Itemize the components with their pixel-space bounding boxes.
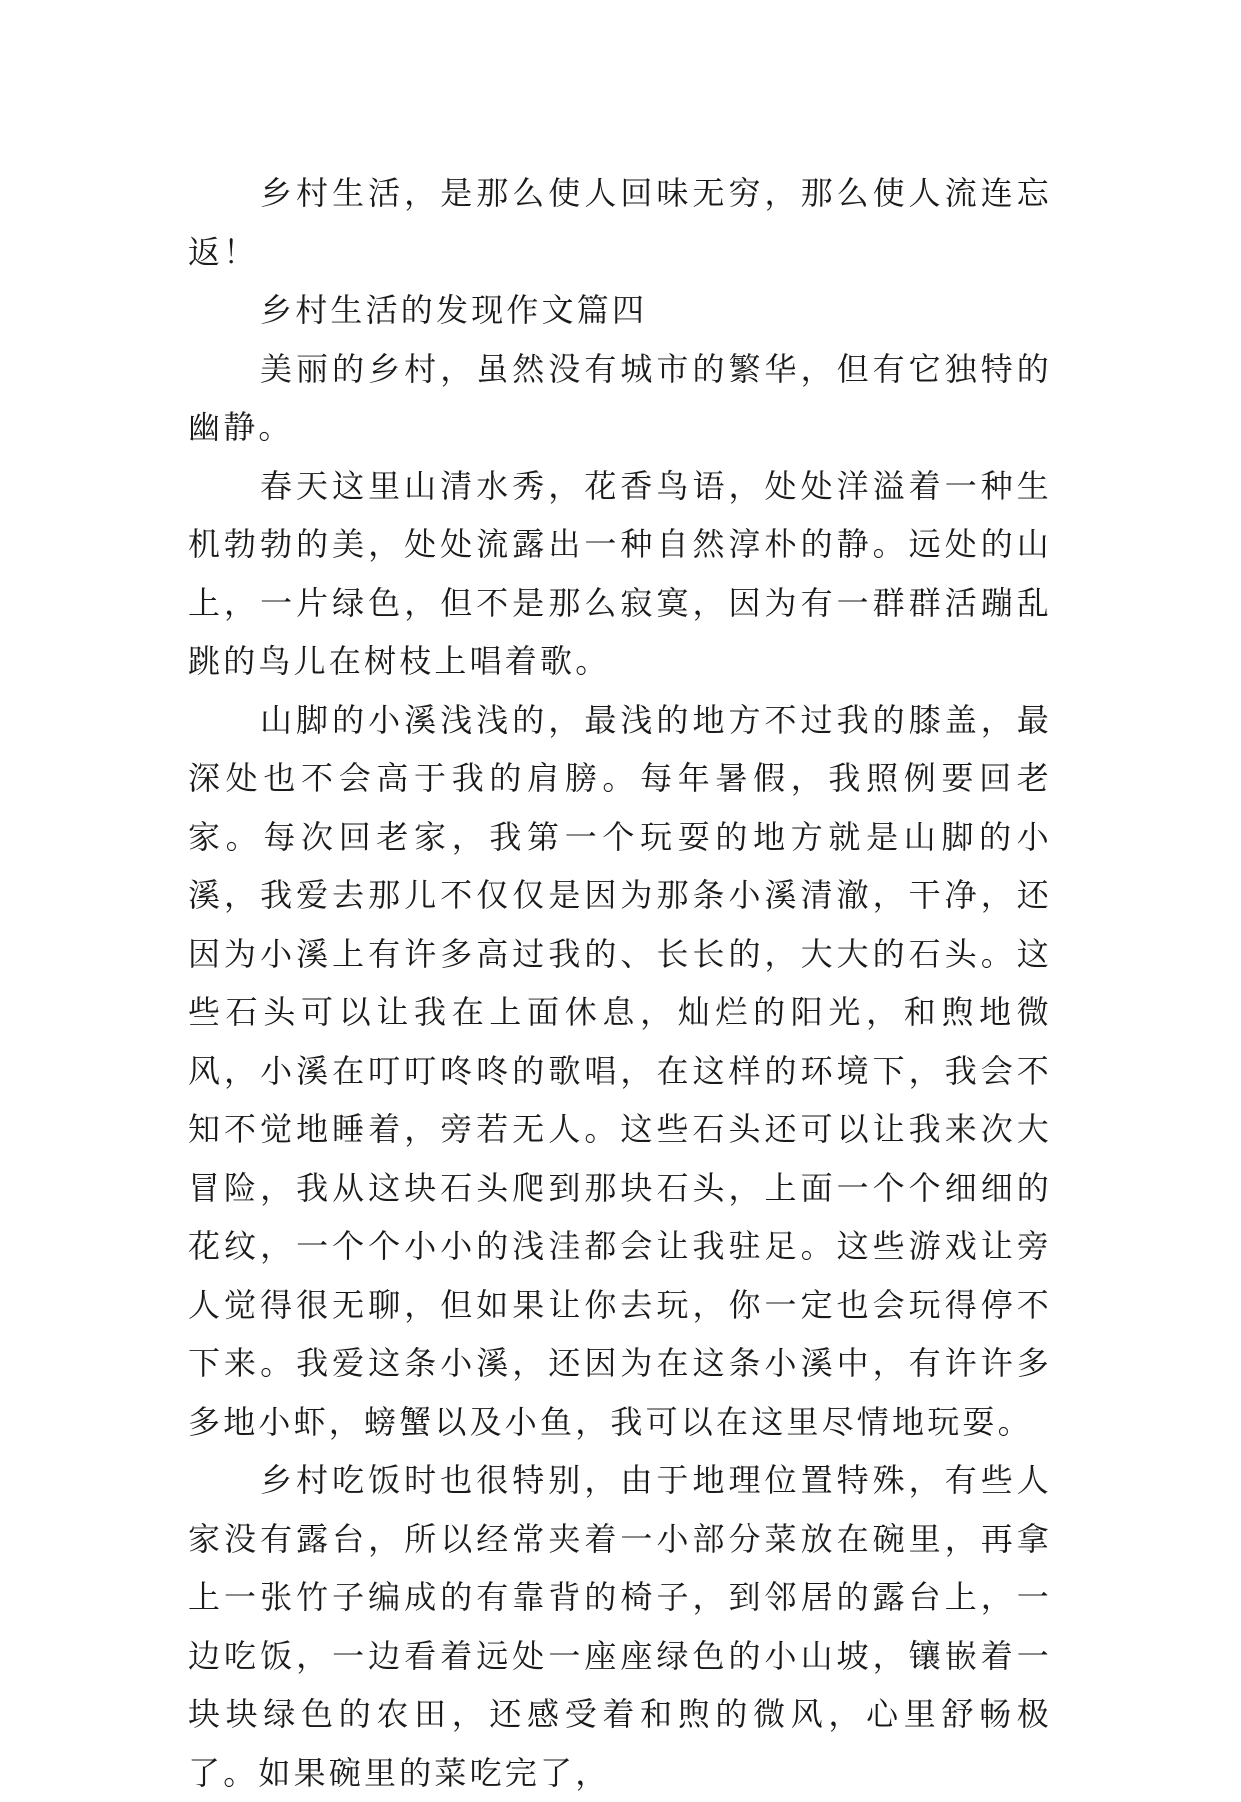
paragraph-spring: 春天这里山清水秀，花香鸟语，处处洋溢着一种生机勃勃的美，处处流露出一种自然淳朴的静。远处的山上，一片绿色，但不是那么寂寞，因为有一群群活蹦乱跳的鸟儿在树枝上唱着歌。 (188, 466, 1052, 680)
paragraph-stream: 山脚的小溪浅浅的，最浅的地方不过我的膝盖，最深处也不会高于我的肩膀。每年暑假，我照例要回老家。每次回老家，我第一个玩耍的地方就是山脚的小溪，我爱去那儿不仅仅是因为那条小溪清澈，干净，还因为小溪上有许多高过我的、长长的，大大的石头。这些石头可以让我在上面休息，灿烂的阳光，和煦地微风，小溪在叮叮咚咚的歌唱，在这样的环境下，我会不知不觉地睡着，旁若无人。这些石头还可以让我来次大冒险，我从这块石头爬到那块石头，上面一个个细细的花纹，一个个小小的浅洼都会让我驻足。这些游戏让旁人觉得很无聊，但如果让你去玩，你一定也会玩得停不下来。我爱这条小溪，还因为在这条小溪中，有许许多多地小虾，螃蟹以及小鱼，我可以在这里尽情地玩耍。 (188, 700, 1052, 1441)
paragraph-closing: 乡村生活，是那么使人回味无穷，那么使人流连忘返！ (188, 174, 1052, 271)
paragraph-intro: 美丽的乡村，虽然没有城市的繁华，但有它独特的幽静。 (188, 349, 1052, 446)
section-heading: 乡村生活的发现作文篇四 (260, 291, 648, 329)
essay-body (188, 164, 1052, 1802)
paragraph-meals: 乡村吃饭时也很特别，由于地理位置特殊，有些人家没有露台，所以经常夹着一小部分菜放在碗里，再拿上一张竹子编成的有靠背的椅子，到邻居的露台上，一边吃饭，一边看着远处一座座绿色的小山坡，镶嵌着一块块绿色的农田，还感受着和煦的微风，心里舒畅极了。如果碗里的菜吃完了， (188, 1461, 1052, 1792)
